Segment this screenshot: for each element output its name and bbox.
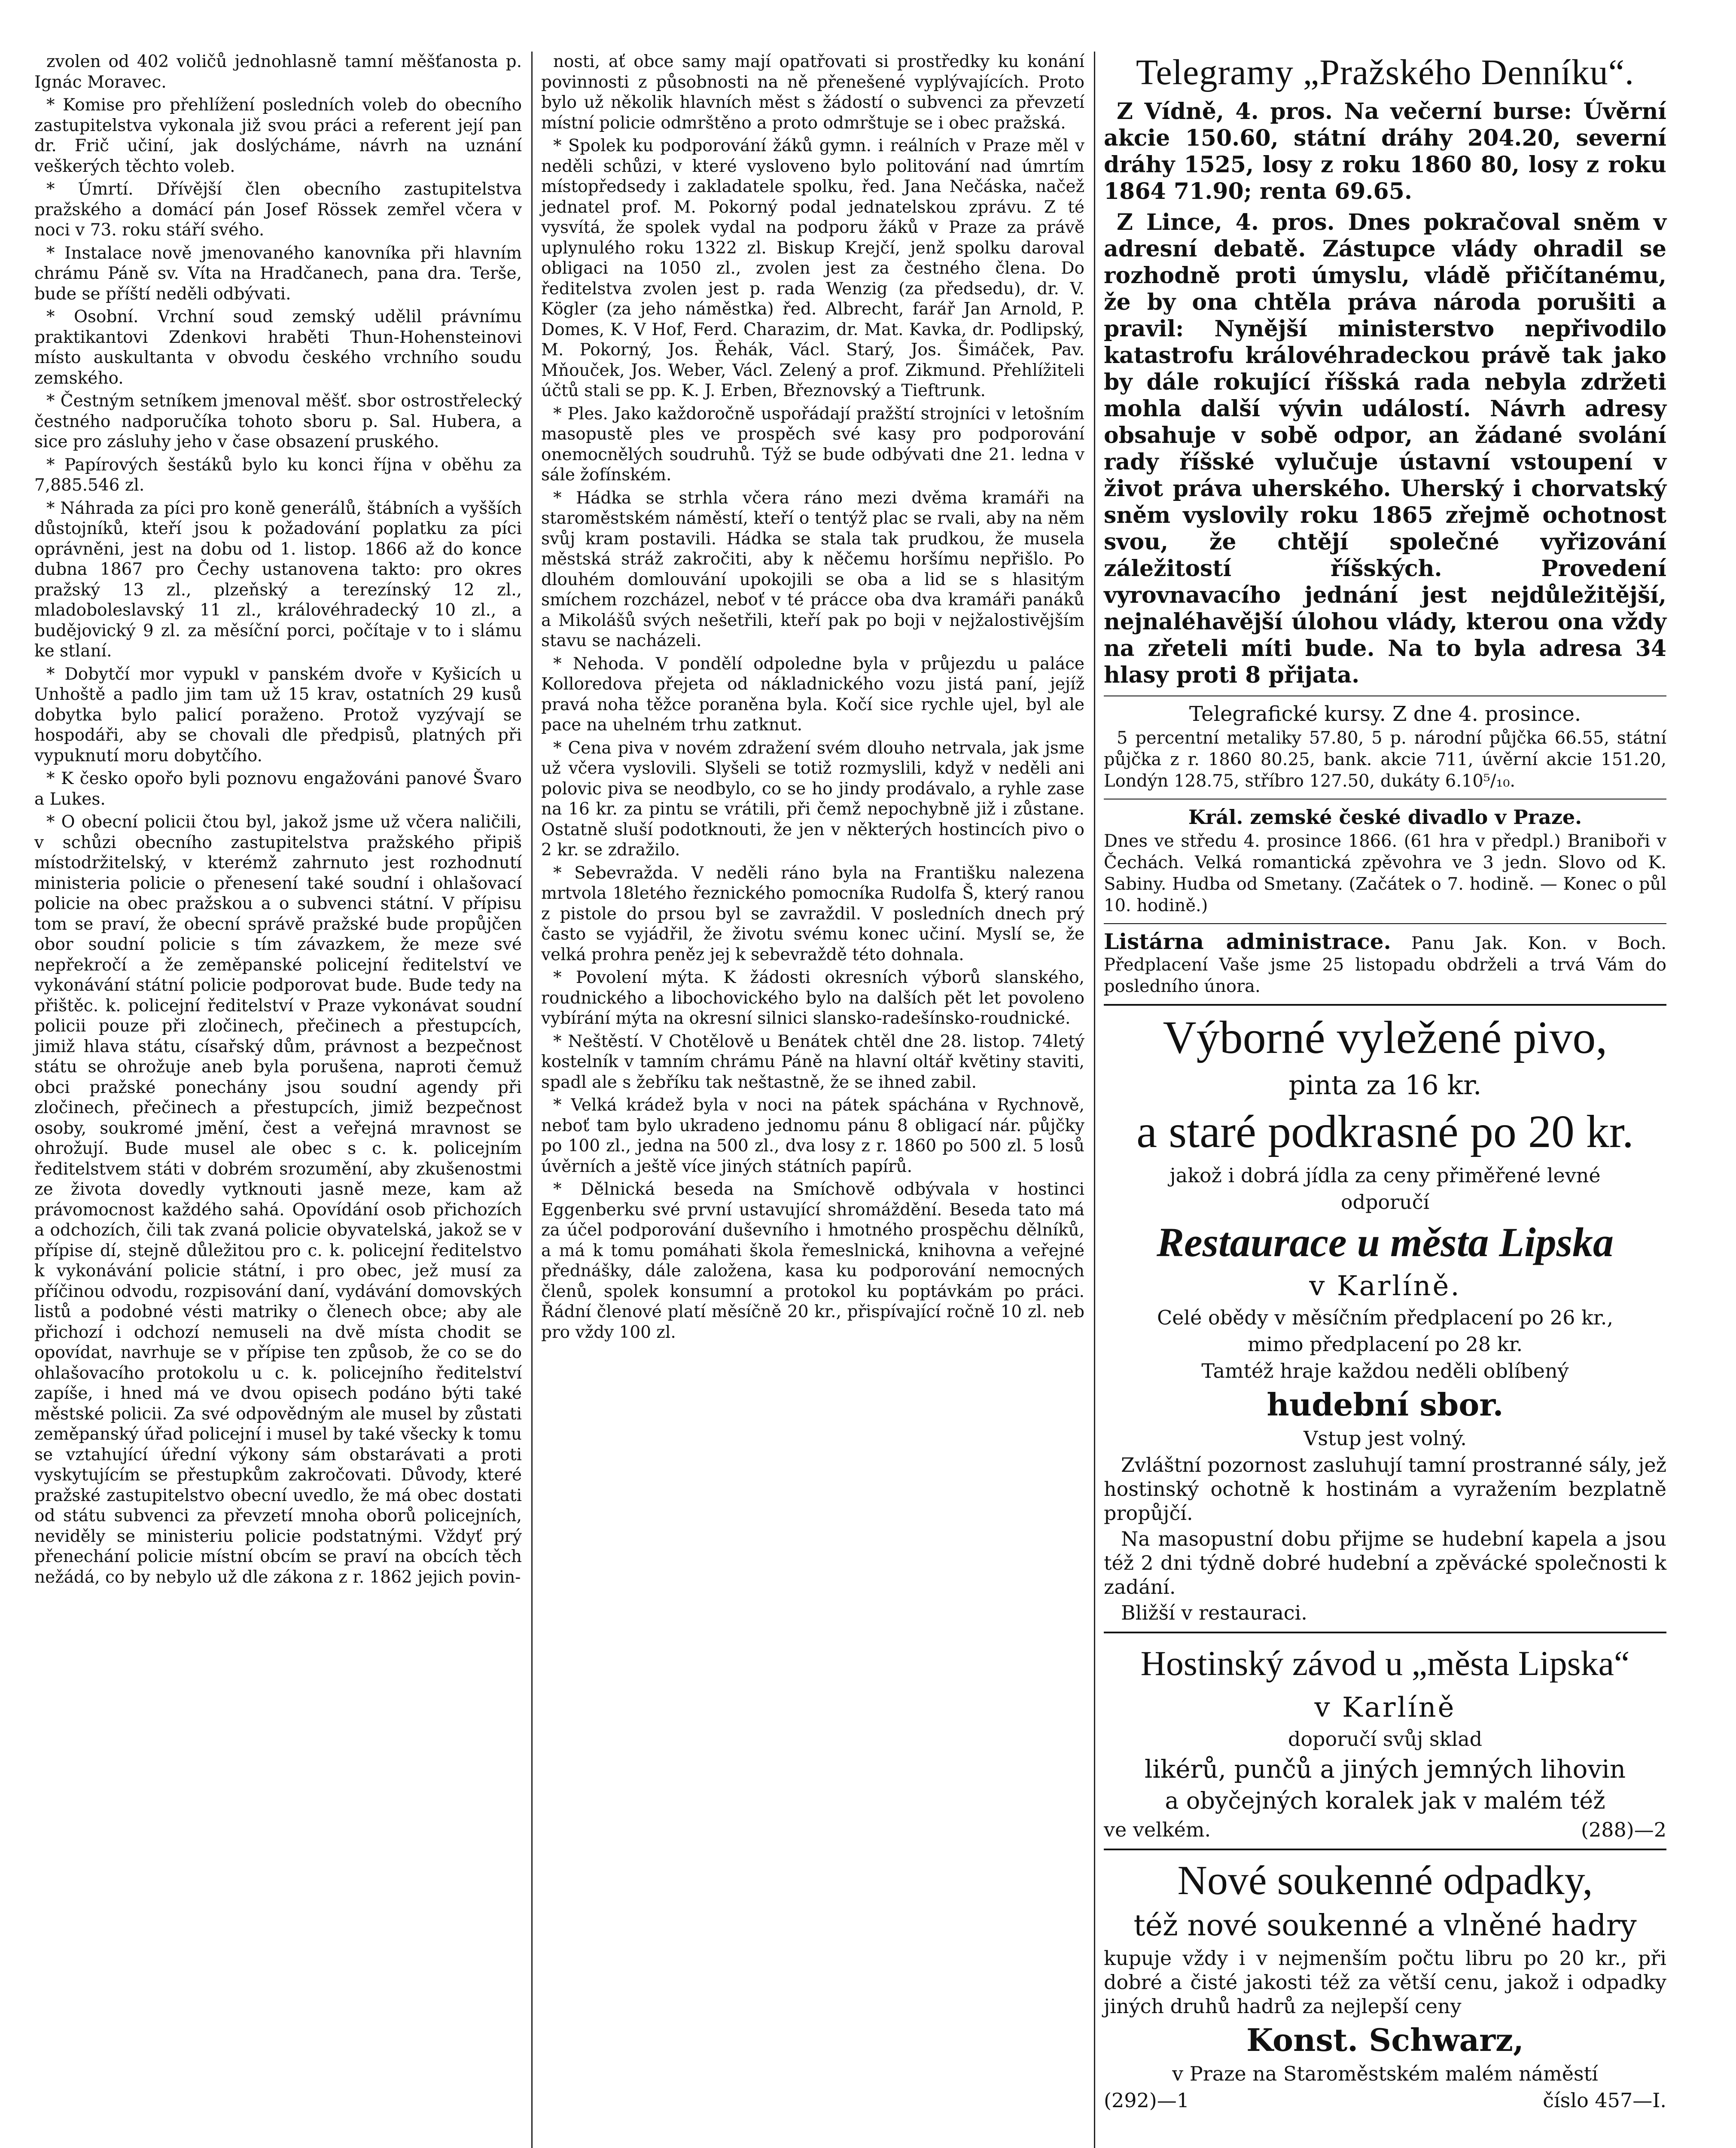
news-item: * Komise pro přehlížení posledních voleb do obecního zastupitelstva vykonala již svou práci a referent její pan dr. Frič učiní, jak doslýcháme, návrh na uznání veškerých těchto voleb. [34, 95, 522, 176]
telegram-item: Z Lince, 4. pros. Dnes pokračoval sněm v adresní debatě. Zástupce vlády ohradil se rozhodně proti úmyslu, vládě přičítanému, že by ona chtěla práva národa porušiti a pravil: Nynější ministerstvo nepřivodilo katastrofu královéhradeckou právě tak jako by dále rokující říšská rada nebyla zdržeti mohla další vývin událostí. Návrh adresy obsahuje v sobě odpor, an žádané svolání rady říšské vylučuje ústavní vstoupení v život práva uherského. Uherský i chorvatský sněm vyslovily roku 1865 zřejmě ochotnost svou, že chtějí společné vyřizování záležitostí říšských. Provedení vyrovnavacího jednání jest nejdůležitější, nejnaléhavější úlohou vlády, kterou ona vždy na zřeteli míti bude. Na to byla adresa 34 hlasy proti 8 přijata. [1104, 209, 1666, 688]
theatre-text: Dnes ve středu 4. prosince 1866. (61 hra v předpl.) Braniboři v Čechách. Velká romantická zpěvohra ve 3 jedn. Slovo od K. Sabiny. Hudba od Smetany. (Začátek o 7. hodině. — Konec o půl 10. hodině.) [1104, 831, 1666, 915]
ad-merchant: Konst. Schwarz, [1246, 2022, 1524, 2058]
ad-text: kupuje vždy i v nejmenším počtu libru po 20 kr., při dobré a čisté jakosti též za větší cenu, jakož i odpadky jiných druhů hadrů za nejlepší ceny [1104, 1947, 1666, 2018]
ad-text: odporučí [1340, 1190, 1430, 1214]
news-item: * Čestným setníkem jmenoval měšť. sbor ostrostřelecký čestného nadporučíka tohoto sboru p. Sal. Hubera, a sice pro zásluhy jeho v čase obsazení pruského. [34, 391, 522, 452]
ad-text: v Praze na Staroměstském malém náměstí [1172, 2062, 1598, 2085]
news-item: * Ples. Jako každoročně uspořádají pražští strojníci v letošním masopustě ples ve prospěch své kasy pro podporování onemocnělých soudruhů. Týž se bude odbývati dne 21. ledna v sále žofínském. [541, 404, 1084, 485]
ad-text: Na masopustní dobu přijme se hudební kapela a jsou též 2 dni týdně dobré hudební a zpěvácké společnosti k zadání. [1104, 1527, 1666, 1599]
ad-price-line: a staré podkrasné po 20 kr. [1136, 1106, 1634, 1157]
listarna-text: Panu Jak. Kon. v Boch. Předplacení Vaše jsme 25 listopadu obdrželi a trvá Vám do posledního února. [1104, 934, 1666, 996]
ad-price-line: pinta za 16 kr. [1288, 1069, 1482, 1101]
news-item: * Instalace nově jmenovaného kanovníka při hlavním chrámu Páně sv. Víta na Hradčanech, pana dra. Terše, bude se příští neděli odbývati. [34, 243, 522, 304]
divider [1104, 1849, 1666, 1850]
ad-text: Bližší v restauraci. [1121, 1601, 1307, 1624]
news-item: * O obecní policii čtou byl, jakož jsme už včera naličili, v schůzi obecního zastupitelstva pražského připiš místodržitelský, v kterémž zahrnuto jest rozhodnutí ministeria policie o přenesení také soudní i ohlašovací policie na obec pražskou a o subvenci státní. V přípisu tom se praví, že obecní správě pražské bude propůjčen obor soudní policie s tím závazkem, že meze své nepřekročí a že zeměpanské policejní ředitelství ve vykonávání státní policie podporovat bude. Bude tedy na přištěc. k. policejní ředitelství v Praze vykonávat soudní policii pouze při zločinech, přečinech a přestupcích, jimiž hlava státu, císařský dům, právnost a bezpečnost státu se ohrožuje aneb byla porušena, naproti čemuž obci pražské ponechány jsou soudní agendy při zločinech, přečinech a přestupcích, jimiž bezpečnost osoby, soukromé jmění, čest a veřejná mravnost se ohrožují. Bude musel ale obec s c. k. policejním ředitelstvem státi v dobrém srozumění, aby zkušenostmi ze života dovedly vytknouti jasně meze, kam až právomocnost každého sahá. Opovídání osob přichozích a odchozích, čili tak zvaná policie obyvatelská, jakož se v přípise dí, stejně důležitou pro c. k. policejní ředitelstvo k vykonávání policie státní, i pro obec, jež musí za příčinou odvodu, rozpisování daní, vydávání domovských listů a podobné vésti matriky o členech obce; aby ale přichozí i odchozí nemuseli na dvě místa chodit se opovídat, navrhuje se v přípise ten způsob, že co se do ohlašovacího protokolu u c. k. policejního ředitelství zapíše, i hned má ve dvou opisech podáno býti také městské policii. Za své odpovědným ale musel by zůstati zeměpanský úřad policejní i musel by také všecky k tomu se vztahující úřední výkony sám obstarávati a proti vyskytujícím se přestupkům zakročovati. Důvody, které pražské zastupitelstvo obecní uvedlo, že má obec dostati od státu subvenci za převzetí mnoha oborů policejních, neviděly se ministeriu policie podstatnými. Vždyť prý přenechání policie místní obcím se praví na obcích těch nežádá, co by nebylo už dle zákona z r. 1862 jejich povin- [34, 812, 522, 1587]
column-left [34, 52, 522, 1590]
ad-text: Tamtéž hraje každou neděli oblíbený [1201, 1359, 1569, 1382]
kursy-heading: Telegrafické kursy. Z dne 4. prosince. [1189, 702, 1581, 726]
advert-cloth [1104, 1857, 1666, 2112]
news-item: * Sebevražda. V neděli ráno byla na Františku nalezena mrtvola 18letého řeznického pomocníka Rudolfa Š, který ranou z pistole do prsou byl se zavraždil. V posledních dnech prý často se vyjádřil, že životu svému konec učiní. Myslí se, že velká prohra peněz jej k sebevraždě této dohnala. [541, 863, 1084, 964]
column-divider [1094, 52, 1095, 2148]
ad-text: jakož i dobrá jídla za ceny přiměřené levné [1170, 1164, 1601, 1187]
news-item: nosti, ať obce samy mají opatřovati si prostředky ku konání povinnosti z působnosti na ně přenešené vyplývajících. Proto bylo už několik hlavních měst s žádostí o subvenci za převzetí místní policie odmrštěno a proto odmrštuje se i obec pražská. [541, 52, 1084, 133]
ad-restaurant-name: Restaurace u města Lipska [1156, 1219, 1614, 1265]
ad-headline: Hostinský závod u „města Lipska“ [1140, 1644, 1630, 1683]
ad-text: Zvláštní pozornost zasluhují tamní prostranné sály, jež hostinský ochotně k hostinám a vyražením bezplatně propůjčí. [1104, 1453, 1666, 1525]
ad-music: hudební sbor. [1267, 1386, 1504, 1423]
divider [1104, 923, 1666, 924]
kursy-text: 5 percentní metaliky 57.80, 5 p. národní půjčka 66.55, státní půjčka z r. 1860 80.25, bank. akcie 711, úvěrní akcie 151.20, Londýn 128.75, stříbro 127.50, dukáty 6.10⁵/₁₀. [1104, 728, 1666, 791]
ad-text: ve velkém. [1104, 1818, 1211, 1841]
ad-text: Celé obědy v měsíčním předplacení po 26 kr., [1157, 1306, 1614, 1329]
news-item: * Hádka se strhla včera ráno mezi dvěma kramáři na staroměstském náměstí, kteří o tentýž plac se rvali, aby na něm svůj kram postavili. Hádka se stala tak prudkou, že musela městská stráž zakročiti, aby k něčemu horšímu nepřišlo. Po dlouhém domlouvání upokojili se oba a lid se s hlasitým smíchem rozcházel, neboť v té prácce oba dva kramáři panáků a Mikolášů svých nešetřili, kteří pak po boji v nejžalostivějším stavu se nacházeli. [541, 488, 1084, 650]
news-item: * Povolení mýta. K žádosti okresních výborů slanského, roudnického a libochovického bylo na dalších pět let povoleno vybírání mýta na okresní silnici slansko-radešínsko-roudnické. [541, 968, 1084, 1028]
ad-number: (288)—2 [1581, 1818, 1666, 1841]
ad-location: v Karlíně [1314, 1692, 1456, 1724]
news-item: * Osobní. Vrchní soud zemský udělil právnímu praktikantovi Zdenkovi hraběti Thun-Hohensteinovi místo auskultanta v obvodu českého vrchního soudu zemského. [34, 307, 522, 388]
news-item: zvolen od 402 voličů jednohlasně tamní měšťanosta p. Ignác Moravec. [34, 52, 522, 92]
ad-text: číslo 457—I. [1543, 2089, 1666, 2112]
telegram-item: Z Vídně, 4. pros. Na večerní burse: Úvěrní akcie 150.60, státní dráhy 204.20, severní dráhy 1525, losy z roku 1860 80, losy z roku 1864 71.90; renta 69.65. [1104, 98, 1666, 204]
divider [1104, 1632, 1666, 1633]
divider [1104, 1004, 1666, 1006]
listarna-heading: Listárna administrace. [1104, 929, 1391, 954]
news-item: * K česko opořo byli poznovu engažováni panové Švaro a Lukes. [34, 769, 522, 809]
news-item: * Nehoda. V pondělí odpoledne byla v průjezdu u paláce Kolloredova přejeta od nákladnického vozu jistá paní, jejíž pravá noha těžce poraněna byla. Kočí sice rychle ujel, byl ale pace na uhelném trhu zatknut. [541, 654, 1084, 735]
ad-number: (292)—1 [1104, 2089, 1189, 2112]
news-item: * Dobytčí mor vypukl v panském dvoře v Kyšicích u Unhoště a padlo jim tam už 15 krav, ostatních 29 kusů dobytka bylo palicí poraženo. Protož vyzývají se hospodáři, aby se chovali dle předpisů, platných při vypuknutí moru dobytčího. [34, 664, 522, 766]
news-item: * Papírových šestáků bylo ku konci října v oběhu za 7,885.546 zl. [34, 455, 522, 495]
column-middle [541, 52, 1084, 1345]
news-item: * Spolek ku podporování žáků gymn. i reálních v Praze měl v neděli schůzi, v které vysloveno bylo politování nad úmrtím místopředsedy i zakladatele spolku, řed. Jana Nečáska, načež jednatel prof. M. Pokorný podal jednatelskou zprávu. Z té vysvítá, že spolek vydal na podporu žáků v Praze za právě uplynulého roku 1322 zl. Biskup Krejčí, jenž spolku daroval obligaci na 1050 zl., zvolen jest za čestného člena. Do ředitelstva zvolen jest p. rada Wenzig (za předsedu), dr. V. Kögler (za jeho náměstka) řed. Albrecht, farář Jan Arnold, P. Domes, K. V Hof, Ferd. Charazim, dr. Mat. Kavka, dr. Podlipský, M. Pokorný, Jos. Řehák, Václ. Starý, Jos. Šimáček, Pav. Mňouček, Jos. Weber, Václ. Zelený a prof. Zikmund. Přehlížiteli účtů stali se pp. K. J. Erben, Březnovský a Tieftrunk. [541, 136, 1084, 400]
news-item: * Neštěstí. V Chotělově u Benátek chtěl dne 28. listop. 74letý kostelník v tamním chrámu Páně na hlavní oltář květiny staviti, spadl ale s žebříku tak neštastně, že se ihned zabil. [541, 1031, 1084, 1092]
newspaper-page [34, 52, 1709, 2148]
ad-subheadline: též nové soukenné a vlněné hadry [1133, 1909, 1637, 1943]
news-item: * Cena piva v novém zdražení svém dlouho netrvala, jak jsme už včera vyslovili. Slyšeli se totiž rozmyslili, když v neděli ani polovic piva se neodbylo, co se ho jindy prodávalo, a ryhle zase na 16 kr. za pintu se vrátili, při čemž nepochybně již i zůstane. Ostatně sluší podotknouti, že jen v některých hostincích pivo o 2 kr. se zdražilo. [541, 738, 1084, 860]
ad-text: a obyčejných koralek jak v malém též [1165, 1787, 1605, 1814]
news-item: * Náhrada za píci pro koně generálů, štábních a vyšších důstojníků, kteří jsou k požadování poplatku za píci oprávněni, jest na dobu od 1. listop. 1866 až do konce dubna 1867 pro Čechy ustanovena takto: pro okres pražský 13 zl., plzeňský a terezínský 12 zl., mladoboleslavský 11 zl., královéhradecký 10 zl., a budějovický 9 zl. za měsíční porci, počítaje v to i slámu ke stlaní. [34, 498, 522, 661]
column-right [1104, 52, 1666, 2112]
ad-text: doporučí svůj sklad [1288, 1727, 1483, 1751]
advert-liquor [1104, 1640, 1666, 1842]
news-item: * Dělnická beseda na Smíchově odbývala v hostinci Eggenberku své první ustavující shromáždění. Beseda tato má za účel podporování duševního i hmotného prospěchu dělníků, a má k tomu pomáhati škola řemeslnická, knihovna a veřejné přednášky, dále založena, kasa ku podporování nemocných členů, spolek konsumní a protokol ku poptávkám po práci. Řádní členové platí měsíčně 20 kr., přispívající ročně 10 zl. neb pro vždy 100 zl. [541, 1180, 1084, 1342]
ad-headline: Výborné vyležené pivo, [1163, 1012, 1608, 1063]
ad-headline: Nové soukenné odpadky, [1177, 1857, 1593, 1903]
ad-text: Vstup jest volný. [1304, 1427, 1467, 1450]
column-divider [531, 52, 533, 2148]
telegram-heading: Telegramy „Pražského Denníku“. [1136, 52, 1635, 92]
ad-location: v Karlíně. [1309, 1270, 1461, 1302]
news-item: * Úmrtí. Dřívější člen obecního zastupitelstva pražského a domácí pán Josef Rössek zemřel včera v noci v 73. roku stáří svého. [34, 180, 522, 240]
advert-restaurant [1104, 1013, 1666, 1625]
theatre-heading: Král. zemské české divadlo v Praze. [1188, 806, 1582, 829]
news-item: * Velká krádež byla v noci na pátek spáchána v Rychnově, neboť tam bylo ukradeno jednomu pánu 8 obligací nár. půjčky po 100 zl., jedna na 500 zl., dva losy z r. 1860 po 500 zl. 5 losů úvěrních a ještě více jiných státních papírů. [541, 1095, 1084, 1176]
ad-text: likérů, punčů a jiných jemných lihovin [1144, 1754, 1626, 1784]
ad-text: mimo předplacení po 28 kr. [1247, 1333, 1523, 1356]
